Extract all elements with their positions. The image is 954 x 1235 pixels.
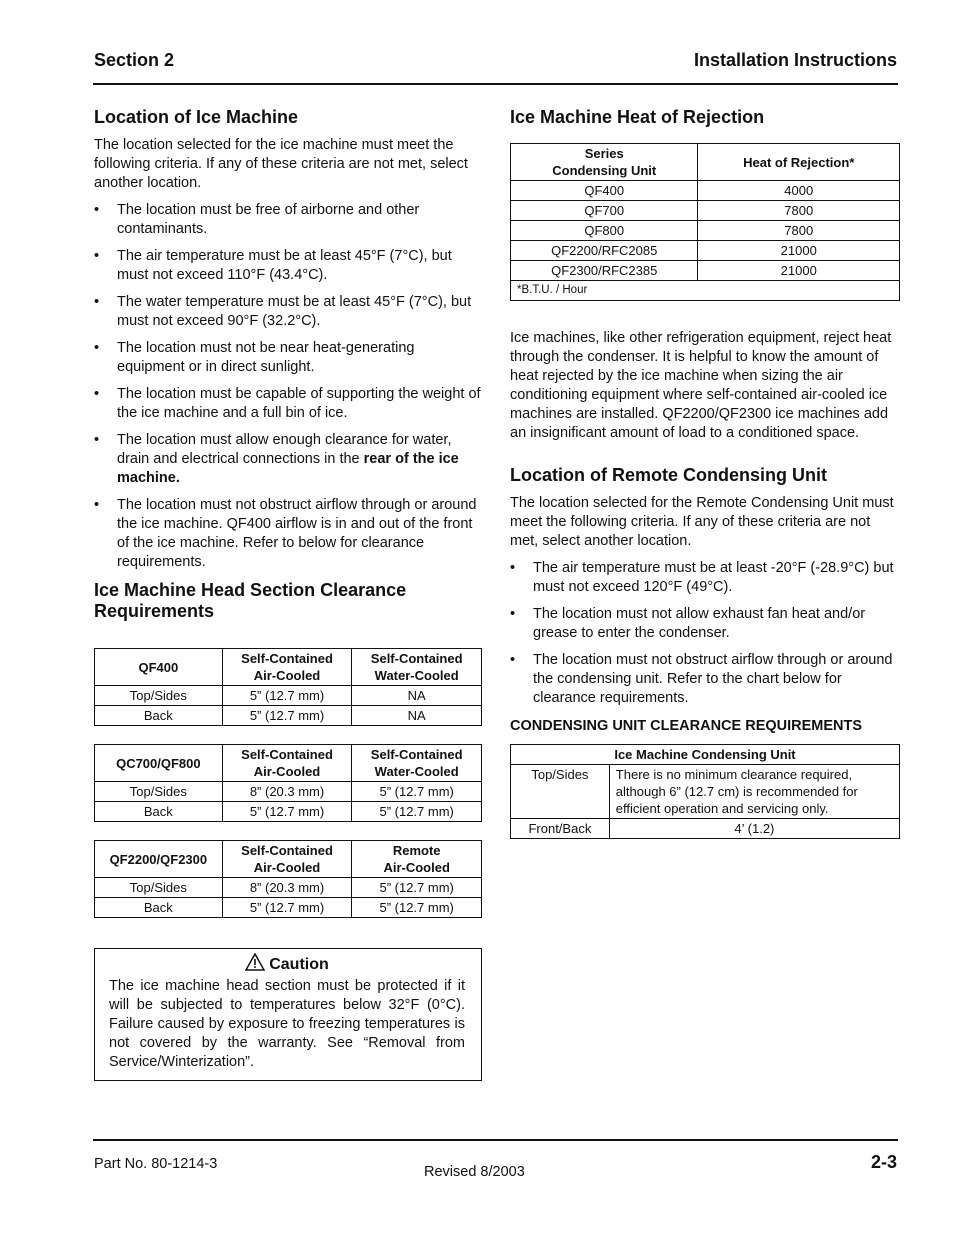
remote-heading: Location of Remote Condensing Unit	[510, 465, 827, 485]
revision-date: Revised 8/2003	[424, 1164, 525, 1180]
remote-intro: The location selected for the Remote Condensing Unit must meet the following criteria. If any of these criteria are not met, select another location.	[510, 495, 894, 549]
heat-rejection-paragraph: Ice machines, like other refrigeration equipment, reject heat through the condenser. It is helpful to know the amount of heat rejected by the ice machine when sizing the air conditioning equipment where self-contained air-cooled ice machines are installed. QF2200/QF2300 ice machines add an insignificant amount of load to a conditioned space.	[510, 330, 892, 441]
table-row: QF2300/RFC2385 21000	[511, 261, 900, 281]
section-label: Section 2	[94, 50, 175, 70]
caution-title: Caution	[269, 956, 329, 973]
table-row: Top/Sides 8” (20.3 mm) 5” (12.7 mm)	[95, 782, 482, 802]
condensing-clearance-heading: CONDENSING UNIT CLEARANCE REQUIREMENTS	[510, 718, 863, 734]
list-item: • The location must be capable of supporting the weight of the ice machine and a full bin of ice.	[94, 386, 481, 421]
page-header-title: Installation Instructions	[693, 50, 897, 70]
warning-triangle-icon	[245, 953, 265, 971]
heat-rejection-table: Series Condensing Unit Heat of Rejection* QF400 4000 QF700 7800 QF800 7800 QF2200/RFC2085 21000 QF2300/RFC2385 21000 *B.T.U. / Hour	[510, 143, 900, 301]
list-item: • The location must not allow exhaust fan heat and/or grease to enter the condenser.	[510, 606, 866, 641]
clearance-table-qc700-qf800: QC700/QF800 Self-Contained Air-Cooled Self-Contained Water-Cooled Top/Sides 8” (20.3 mm) 5” (12.7 mm) Back 5” (12.7 mm) 5” (12.7 mm)	[94, 744, 482, 822]
right-column	[510, 107, 900, 839]
location-heading: Location of Ice Machine	[94, 107, 299, 127]
remote-bullets	[510, 559, 900, 708]
table-row: Top/Sides 8” (20.3 mm) 5” (12.7 mm)	[95, 878, 482, 898]
table-row: Top/Sides 5” (12.7 mm) NA	[95, 686, 482, 706]
bold-emphasis: rear of the ice machine.	[117, 451, 459, 486]
table-row: Front/Back 4’ (1.2)	[511, 819, 900, 839]
clearance-table-qf400: QF400 Self-Contained Air-Cooled Self-Contained Water-Cooled Top/Sides 5” (12.7 mm) NA Back 5” (12.7 mm) NA	[94, 648, 482, 726]
footer-rule	[93, 1139, 898, 1141]
caution-text: The ice machine head section must be protected if it will be subjected to temperatures below 32°F (0°C). Failure caused by exposure to freezing temperatures is not covered by the warranty. See “Removal from Service/Winterization”.	[109, 978, 465, 1070]
list-item: • The location must be free of airborne and other contaminants.	[94, 202, 420, 237]
table-row: Top/Sides There is no minimum clearance required, although 6” (12.7 cm) is recommended for efficient operation and servicing only.	[511, 765, 900, 819]
table-row: QF800 7800	[511, 221, 900, 241]
list-item: • The air temperature must be at least -20°F (-28.9°C) but must not exceed 120°F (49°C).	[510, 560, 894, 595]
list-item: • The location must not be near heat-generating equipment or in direct sunlight.	[94, 340, 415, 375]
list-item: • The water temperature must be at least 45°F (7°C), but must not exceed 90°F (32.2°C).	[94, 294, 472, 329]
location-bullets	[94, 201, 482, 572]
table-row: Back 5” (12.7 mm) 5” (12.7 mm)	[95, 802, 482, 822]
page-number: 2-3	[870, 1152, 897, 1172]
table-row: QF2200/RFC2085 21000	[511, 241, 900, 261]
condensing-clearance-table: Ice Machine Condensing Unit Top/Sides There is no minimum clearance required, although 6” (12.7 cm) is recommended for efficient operation and servicing only. Front/Back 4’ (1.2)	[510, 744, 900, 839]
heat-rejection-heading: Ice Machine Heat of Rejection	[510, 107, 765, 127]
left-column	[94, 107, 482, 1081]
list-item: • The air temperature must be at least 45°F (7°C), but must not exceed 110°F (43.4°C).	[94, 248, 452, 283]
list-item: • The location must not obstruct airflow through or around the ice machine. QF400 airflow is in and out of the front of the ice machine. Refer to below for clearance requirements.	[94, 497, 477, 570]
header-rule	[93, 83, 898, 85]
list-item: • The location must not obstruct airflow through or around the condensing unit. Refer to the chart below for clearance requirements.	[510, 652, 893, 706]
location-intro: The location selected for the ice machine must meet the following criteria. If any of these criteria are not met, select another location.	[94, 137, 468, 191]
table-footnote: *B.T.U. / Hour	[511, 281, 900, 301]
part-number: Part No. 80-1214-3	[94, 1156, 218, 1172]
table-row: QF400 4000	[511, 181, 900, 201]
caution-box	[94, 948, 482, 1081]
table-row: Back 5” (12.7 mm) 5” (12.7 mm)	[95, 898, 482, 918]
head-clearance-heading: Ice Machine Head Section Clearance Requirements	[94, 580, 407, 621]
list-item: • The location must allow enough clearance for water, drain and electrical connections in the rear of the ice machine.	[94, 432, 459, 486]
table-row: QF700 7800	[511, 201, 900, 221]
clearance-table-qf2200-qf2300: QF2200/QF2300 Self-Contained Air-Cooled Remote Air-Cooled Top/Sides 8” (20.3 mm) 5” (12.7 mm) Back 5” (12.7 mm) 5” (12.7 mm)	[94, 840, 482, 918]
table-row: Back 5” (12.7 mm) NA	[95, 706, 482, 726]
